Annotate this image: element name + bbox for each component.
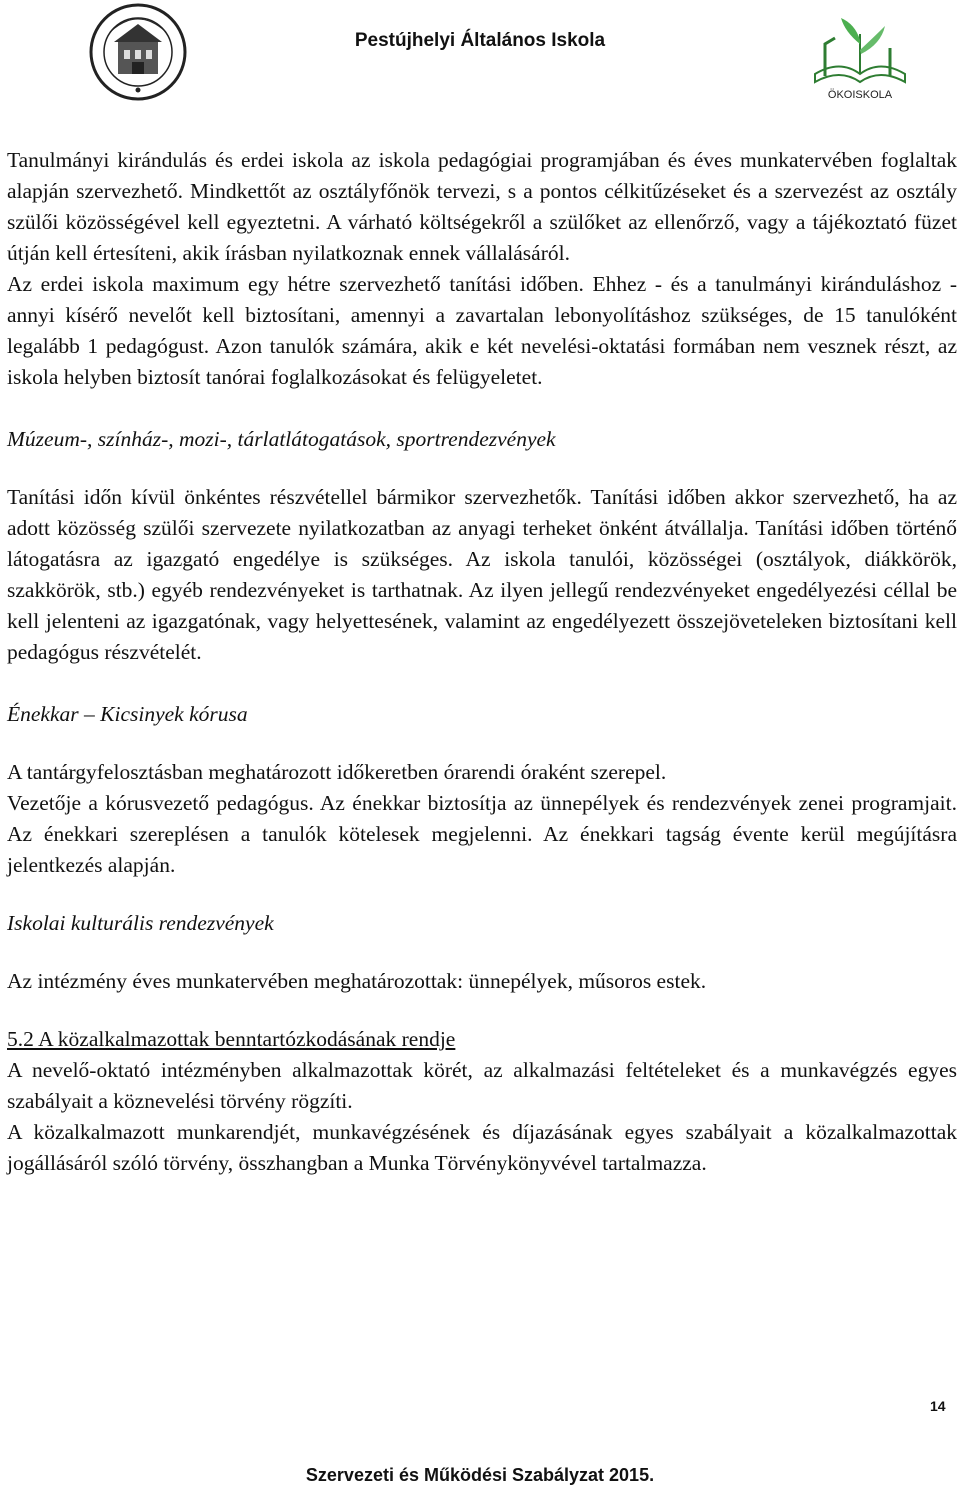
spacer [7, 455, 957, 482]
paragraph-staff-work-schedule: A közalkalmazott munkarendjét, munkavégzésének és díjazásának egyes szabályait a közalkalmazottak jogállásáról szóló törvény, összhangban a Munka Törvénykönyvével tartalmazza. [7, 1120, 957, 1175]
paragraph-cultural-events: Az intézmény éves munkatervében meghatározottak: ünnepélyek, műsoros estek. [7, 969, 707, 993]
spacer [7, 393, 957, 424]
paragraph-choir-leader: Vezetője a kórusvezető pedagógus. Az énekkar biztosítja az ünnepélyek és rendezvények zenei programjait. Az énekkari szereplésen a tanulók kötelesek megjelenni. Az énekkari tagság évente kerül megújításra jelentkezés alapján. [7, 791, 957, 877]
spacer [7, 881, 957, 908]
paragraph-field-trips: Tanulmányi kirándulás és erdei iskola az iskola pedagógiai programjában és éves munkatervében foglaltak alapján szervezhető. Mindkettőt az osztályfőnök tervezi, s a pontos célkitűzéseket és a szervezést az osztály szülői közösségével kell egyeztetni. A várható költségekről a szülőket az ellenőrző, vagy a tájékoztató füzet útján kell értesíteni, akik írásban nyilatkoznak ennek vállalásáról. [7, 148, 957, 265]
spacer [7, 668, 957, 699]
heading-cultural-events: Iskolai kulturális rendezvények [7, 911, 274, 935]
school-name: Pestújhelyi Általános Iskola [354, 30, 606, 51]
page-footer: Szervezeti és Működési Szabályzat 2015. [305, 1465, 655, 1485]
paragraph-visits: Tanítási időn kívül önkéntes részvétellel bármikor szervezhetők. Tanítási időben akkor szervezhető, ha az adott közösség szülői szervezete nyilatkozatban az anyagi terheket önként átvállalja. Tanítási időben történő látogatásra az igazgató engedélye is szükséges. Az iskola tanulói, közösségei (osztályok, diákkörök, szakkörök, stb.) egyéb rendezvényeket is tarthatnak. Az ilyen jellegű rendezvényeket engedélyezési céllal be kell jelenteni az igazgatónak, vagy helyettesének, valamint az engedélyezett összejöveteleken biztosítani kell pedagógus részvételét. [7, 485, 957, 664]
paragraph-choir-schedule: A tantárgyfelosztásban meghatározott időkeretben órarendi óraként szerepel. [7, 760, 667, 784]
spacer [7, 997, 957, 1024]
school-crest-logo [88, 2, 188, 102]
page-header [0, 0, 960, 110]
heading-museum-visits: Múzeum-, színház-, mozi-, tárlatlátogatások, sportrendezvények [7, 427, 556, 451]
paragraph-staff-rules: A nevelő-oktató intézményben alkalmazottak körét, az alkalmazási feltételeket és a munkavégzés egyes szabályait a köznevelési törvény rögzíti. [7, 1058, 957, 1113]
page-number: 14 [930, 1398, 946, 1414]
paragraph-forest-school: Az erdei iskola maximum egy hétre szervezhető tanítási időben. Ehhez - és a tanulmányi kiránduláshoz - annyi kísérő nevelőt kell biztosítani, amennyi a zavartalan lebonyolításhoz szükséges, de 15 tanulóként legalább 1 pedagógust. Azon tanulók számára, akik e két nevelési-oktatási formában nem vesznek részt, az iskola helyben biztosít tanórai foglalkozásokat és felügyeletet. [7, 272, 957, 389]
spacer [7, 939, 957, 966]
spacer [7, 730, 957, 757]
heading-choir: Énekkar – Kicsinyek kórusa [7, 702, 248, 726]
eco-school-logo [795, 4, 925, 104]
section-title-staff-presence: 5.2 A közalkalmazottak benntartózkodásának rendje [7, 1027, 456, 1051]
page-content [7, 145, 957, 1179]
eco-school-logo-text: ÖKOISKOLA [827, 89, 893, 101]
